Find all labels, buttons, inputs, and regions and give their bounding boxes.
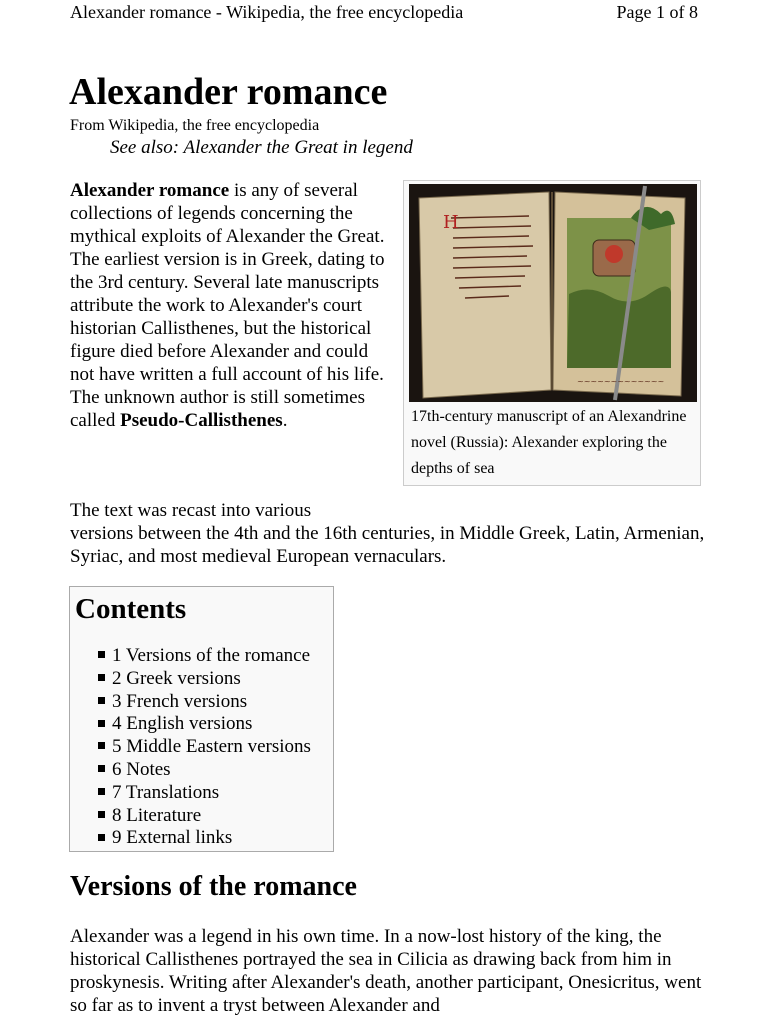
print-header	[70, 0, 698, 26]
red-initial-letter: Н	[443, 212, 459, 233]
bullet-icon	[98, 742, 105, 749]
toc-item-label[interactable]: 3 French versions	[112, 690, 248, 712]
image-caption: 17th-century manuscript of an Alexandrine novel (Russia): Alexander exploring the depths of sea	[411, 408, 687, 477]
paragraph-2-line-1: The text was recast into various	[70, 500, 312, 521]
page-footer-text: ~~~~~~~~~~~~~	[577, 377, 665, 386]
manuscript-illustration-icon[interactable]	[409, 184, 697, 402]
see-also-note[interactable]: See also: Alexander the Great in legend	[110, 137, 413, 158]
toc-item-label[interactable]: 6 Notes	[112, 758, 171, 780]
intro-text-2: .	[282, 410, 288, 431]
toc-item[interactable]	[98, 805, 311, 828]
bullet-icon	[98, 697, 105, 704]
section-heading: Versions of the romance	[70, 871, 357, 902]
book-left-page	[419, 192, 551, 398]
toc-item-label[interactable]: 8 Literature	[112, 804, 202, 826]
site-subtitle: From Wikipedia, the free encyclopedia	[70, 117, 320, 134]
toc-title: Contents	[75, 593, 187, 625]
page-title: Alexander romance	[69, 71, 388, 113]
toc-item-label[interactable]: 1 Versions of the romance	[112, 645, 311, 666]
intro-bold-lead: Alexander romance	[70, 180, 230, 201]
toc-item-label[interactable]: 5 Middle Eastern versions	[112, 736, 311, 758]
bullet-icon	[98, 720, 105, 727]
bell-window	[605, 245, 623, 263]
bullet-icon	[98, 765, 105, 772]
table-of-contents	[69, 586, 334, 852]
paragraph-2-rest: versions between the 4th and the 16th centuries, in Middle Greek, Latin, Armenian, Syriac, and most medieval European vernaculars.	[70, 523, 705, 567]
page-number: Page 1 of 8	[616, 2, 698, 22]
bullet-icon	[98, 834, 105, 841]
toc-item[interactable]	[98, 713, 311, 736]
intro-text-1: is any of several collections of legends concerning the mythical exploits of Alexander the Great. The earliest version is in Greek, dating to the 3rd century. Several late manuscripts attribute the work to Alexander's court historian Callisthenes, but the historical figure died before Alexander and could not have written a full account of his life. The unknown author is still sometimes called	[70, 180, 385, 431]
intro-paragraph	[70, 179, 390, 432]
toc-item[interactable]	[98, 782, 311, 805]
section-body: Alexander was a legend in his own time. In a now-lost history of the king, the historical Callisthenes portrayed the sea in Cilicia as drawing back from him in proskynesis. Writing after Alexander's death, another participant, Onesicritus, went so far as to invent a tryst between Alexander and	[70, 926, 702, 1016]
toc-item-label[interactable]: 7 Translations	[112, 781, 220, 803]
thumbnail-box	[403, 180, 701, 486]
toc-item-label[interactable]: 2 Greek versions	[112, 667, 241, 689]
bullet-icon	[98, 674, 105, 681]
paragraph-2	[70, 499, 710, 568]
toc-item[interactable]	[98, 691, 311, 714]
print-header-title: Alexander romance - Wikipedia, the free encyclopedia	[70, 2, 464, 22]
toc-item[interactable]	[98, 645, 311, 668]
toc-item[interactable]	[98, 759, 311, 782]
toc-item-label[interactable]: 4 English versions	[112, 713, 253, 735]
bullet-icon	[98, 811, 105, 818]
bullet-icon	[98, 651, 105, 658]
toc-item[interactable]	[98, 668, 311, 691]
toc-list	[98, 645, 311, 850]
bullet-icon	[98, 788, 105, 795]
toc-item-label[interactable]: 9 External links	[112, 827, 233, 849]
toc-item[interactable]	[98, 736, 311, 759]
toc-item[interactable]	[98, 827, 311, 850]
pseudo-callisthenes-term: Pseudo-Callisthenes	[120, 410, 283, 431]
